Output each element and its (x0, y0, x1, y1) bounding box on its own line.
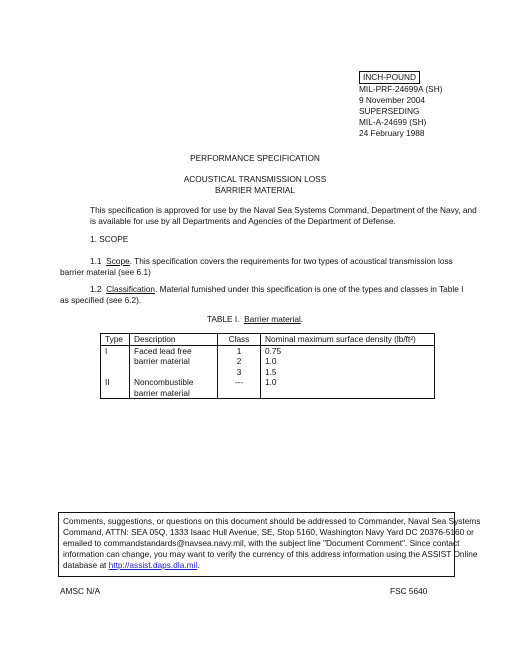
comments-line-2: Command, ATTN: SEA 05Q, 1333 Isaac Hull Avenue, SE, Stop 5160, Washington Navy Yard DC 20376-5160 or (63, 527, 474, 537)
comments-line-5-prefix: database at (63, 560, 109, 570)
table-cell-type: II (101, 377, 130, 388)
document-date: 9 November 2004 (359, 95, 425, 105)
comments-line-5 (63, 560, 450, 571)
paragraph-1-1-text: . This specification covers the requirements for two types of acoustical transmission loss (129, 256, 453, 266)
table-cell-description: barrier material (130, 388, 218, 399)
table-header-description: Description (130, 334, 218, 346)
paragraph-1-1-line-2: barrier material (see 6.1) (60, 267, 151, 277)
table-caption-suffix: . (300, 314, 304, 324)
table-cell-density (261, 388, 435, 399)
document-header-block (359, 71, 442, 139)
comments-line-5-suffix: . (197, 560, 200, 570)
fsc-label: FSC 5640 (390, 586, 428, 596)
table-header-class: Class (218, 334, 261, 346)
table-cell-type (101, 367, 130, 378)
table-caption (0, 314, 510, 325)
paragraph-1-2-line-1 (60, 284, 463, 295)
comments-line-4: information can change, you may want to verify the currency of this address information using the ASSIST Online (63, 549, 478, 559)
table-cell-class: 2 (218, 356, 261, 367)
paragraph-1-2-title: Classification (106, 284, 156, 294)
inch-pound-label: INCH-POUND (359, 71, 420, 84)
table-cell-type (101, 356, 130, 367)
table-cell-description: Faced lead free (130, 345, 218, 356)
comments-line-3: emailed to commandstandards@navsea.navy.mil, with the subject line "Document Comment". Since contact (63, 538, 460, 548)
table-header-type: Type (101, 334, 130, 346)
title-line-2: BARRIER MATERIAL (214, 185, 296, 195)
superseding-label: SUPERSEDING (359, 106, 420, 116)
table-caption-title: Barrier material (244, 314, 301, 324)
table-cell-type (101, 388, 130, 399)
paragraph-1-2-line-2: as specified (see 6.2). (60, 295, 142, 305)
paragraph-1-2-number: 1.2 (90, 284, 102, 294)
section-1-heading: 1. SCOPE (90, 234, 129, 244)
superseded-document-date: 24 February 1988 (359, 128, 425, 138)
table-row (101, 388, 435, 399)
table-cell-description: Noncombustible (130, 377, 218, 388)
table-cell-density: 1.5 (261, 367, 435, 378)
paragraph-1-2 (60, 284, 463, 306)
title-line-1: ACOUSTICAL TRANSMISSION LOSS (183, 174, 327, 184)
paragraph-1-1-number: 1.1 (90, 256, 102, 266)
approval-line-1: This specification is approved for use by the Naval Sea Systems Command, Department of the Navy, and (90, 205, 477, 215)
comments-box (58, 512, 481, 577)
document-title (0, 174, 510, 196)
table-caption-prefix: TABLE I. (206, 314, 240, 324)
table-cell-class: --- (218, 377, 261, 388)
approval-line-2: is available for use by all Departments and Agencies of the Department of Defense. (90, 216, 396, 226)
table-cell-description: barrier material (130, 356, 218, 367)
table-cell-density: 0.75 (261, 345, 435, 356)
table-cell-type: I (101, 345, 130, 356)
amsc-label: AMSC N/A (60, 586, 101, 596)
table-row (101, 345, 435, 356)
document-number: MIL-PRF-24699A (SH) (359, 84, 443, 94)
paragraph-1-1-title: Scope (106, 256, 130, 266)
table-row (101, 356, 435, 367)
table-row (101, 367, 435, 378)
table-cell-class: 1 (218, 345, 261, 356)
assist-link[interactable]: http://assist.daps.dla.mil (108, 560, 198, 570)
table-header-density: Nominal maximum surface density (lb/ft²) (261, 334, 435, 346)
table-cell-description (130, 367, 218, 378)
table-cell-class (218, 388, 261, 399)
paragraph-1-2-text: . Material furnished under this specification is one of the types and classes in Table I (155, 284, 464, 294)
table-cell-density: 1.0 (261, 377, 435, 388)
paragraph-1-1 (60, 256, 453, 278)
table-header-row (101, 334, 435, 346)
table-cell-density: 1.0 (261, 356, 435, 367)
specification-type: PERFORMANCE SPECIFICATION (190, 153, 320, 163)
superseded-document-number: MIL-A-24699 (SH) (359, 117, 427, 127)
barrier-material-table (100, 333, 435, 399)
table-cell-class: 3 (218, 367, 261, 378)
comments-line-1: Comments, suggestions, or questions on this document should be addressed to Commander, Naval Sea Systems (63, 516, 481, 526)
table-row (101, 377, 435, 388)
approval-paragraph (90, 205, 477, 227)
paragraph-1-1-line-1 (60, 256, 453, 267)
